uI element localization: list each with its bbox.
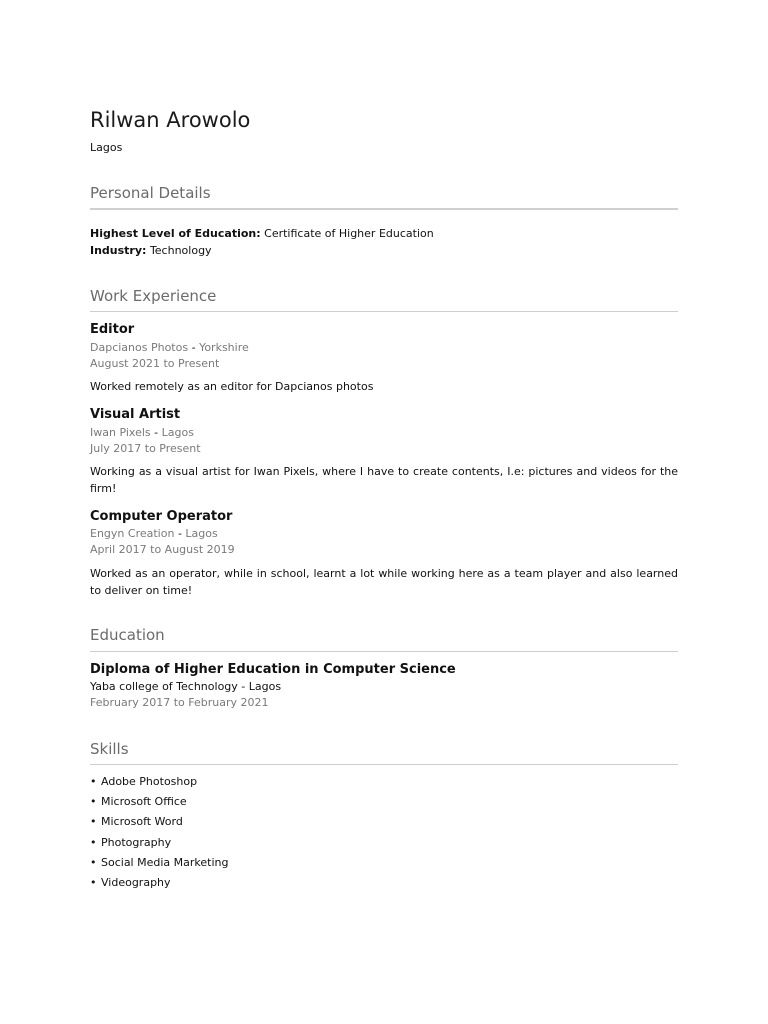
section-divider — [90, 208, 678, 210]
section-divider — [90, 764, 678, 765]
education-level-value: Certificate of Higher Education — [264, 227, 434, 240]
section-title-work-experience: Work Experience — [90, 287, 217, 305]
industry-label: Industry: — [90, 244, 147, 257]
skill-name: Photography — [101, 835, 172, 849]
job-title: Editor — [90, 322, 135, 337]
job-dates: April 2017 to August 2019 — [90, 543, 235, 556]
job-title: Computer Operator — [90, 509, 233, 524]
section-divider — [90, 651, 678, 652]
skill-name: Adobe Photoshop — [101, 775, 198, 788]
section-title-skills: Skills — [90, 740, 129, 758]
skill-item — [90, 772, 228, 792]
job-separator: - — [154, 426, 159, 439]
candidate-name: Rilwan Arowolo — [90, 108, 251, 132]
bullet-icon: • — [90, 795, 97, 809]
job-description: Working as a visual artist for Iwan Pixels, where I have to create contents, I.e: pictures and videos for the firm! — [90, 465, 678, 495]
skill-name: Microsoft Office — [101, 795, 187, 809]
education-degree: Diploma of Higher Education in Computer Science — [90, 662, 456, 677]
bullet-icon: • — [90, 855, 97, 869]
job-separator: - — [191, 341, 196, 354]
candidate-location: Lagos — [90, 141, 123, 154]
job-dates: July 2017 to Present — [90, 442, 201, 455]
bullet-icon: • — [90, 876, 97, 890]
bullet-icon: • — [90, 775, 97, 788]
skill-name: Social Media Marketing — [101, 855, 229, 869]
section-divider — [90, 311, 678, 312]
skill-name: Microsoft Word — [101, 815, 183, 829]
skill-item — [90, 812, 228, 832]
job-place: Lagos — [161, 426, 194, 439]
industry-row — [90, 243, 212, 259]
industry-value: Technology — [149, 244, 212, 257]
education-level-row — [90, 226, 434, 242]
skills-list — [90, 772, 228, 893]
job-place: Lagos — [185, 527, 218, 540]
job-description: Worked as an operator, while in school, learnt a lot while working here as a team player and also learned to deliver on time! — [90, 567, 678, 597]
education-dates: February 2017 to February 2021 — [90, 696, 269, 709]
job-dates: August 2021 to Present — [90, 357, 220, 370]
skill-item — [90, 833, 228, 853]
job-company-location — [90, 425, 194, 441]
bullet-icon: • — [90, 815, 97, 829]
job-company: Dapcianos Photos — [90, 341, 189, 354]
job-place: Yorkshire — [199, 341, 249, 354]
skill-name: Videography — [101, 876, 171, 890]
bullet-icon: • — [90, 835, 97, 849]
section-title-personal-details: Personal Details — [90, 184, 211, 202]
job-separator: - — [177, 527, 182, 540]
job-company: Engyn Creation — [90, 527, 175, 540]
job-company: Iwan Pixels — [90, 426, 151, 439]
job-company-location — [90, 340, 249, 356]
skill-item — [90, 853, 228, 873]
skill-item — [90, 792, 228, 812]
job-title: Visual Artist — [90, 407, 181, 422]
job-description: Worked remotely as an editor for Dapcianos photos — [90, 380, 374, 393]
job-company-location — [90, 526, 218, 542]
skill-item — [90, 873, 228, 893]
education-school: Yaba college of Technology - Lagos — [90, 680, 282, 693]
education-level-label: Highest Level of Education: — [90, 227, 261, 240]
section-title-education: Education — [90, 626, 165, 644]
